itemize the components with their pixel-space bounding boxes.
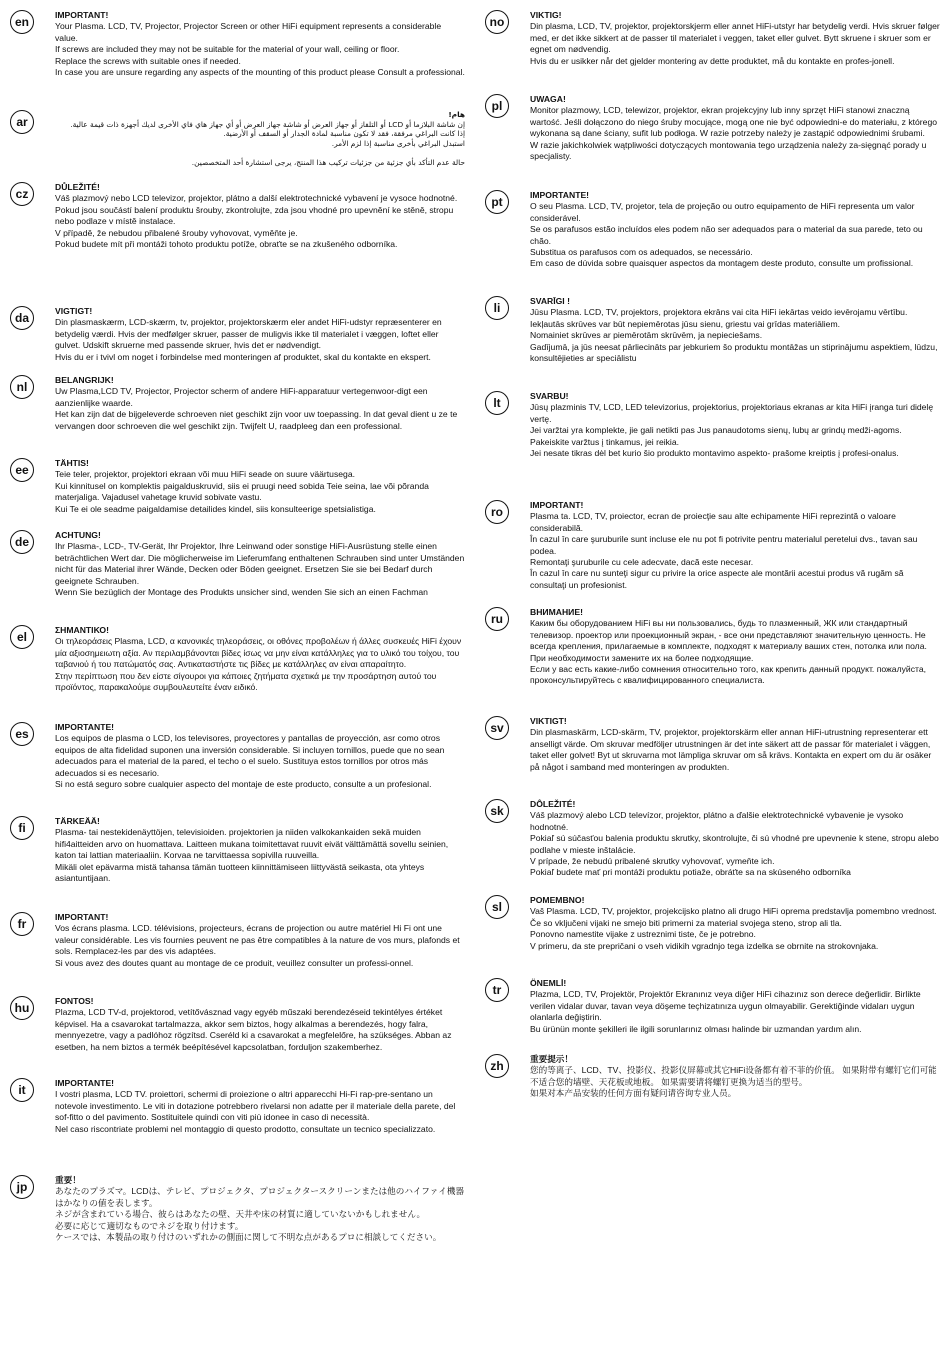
language-code-badge: ar bbox=[10, 110, 34, 134]
section-heading: POMEMBNO! bbox=[530, 895, 585, 905]
section-heading: IMPORTANTE! bbox=[530, 190, 590, 200]
language-code-badge: pt bbox=[485, 190, 509, 214]
section-body: Plazma, LCD TV-d, projektorod, vetítővásznad vagy egyéb műszaki berendezéseid tekintélyes értéket képvisel. Ha a csavarokat tartalmazza, akkor sem biztos, hogy alkalmas a berendezés, hogy falra, mennyezetre, vagy a padlóhoz rögzítsd. Cseréld ki a csavarokat a megfelelőre, ha szükséges. Abban az esetben, ha nem biztos a termék beépítésével kapcsolatban, forduljon szakemberhez. bbox=[55, 1007, 452, 1052]
section-heading: VIGTIGT! bbox=[55, 306, 93, 316]
section-heading: SVARĪGI ! bbox=[530, 296, 570, 306]
language-code-badge: ee bbox=[10, 458, 34, 482]
language-code-badge: ru bbox=[485, 607, 509, 631]
section-heading: FONTOS! bbox=[55, 996, 94, 1006]
section-body: Los equipos de plasma o LCD, los televisores, proyectores y pantallas de proyección, asr como otros equipos de alta fidelidad suponen una inversión considerable. Si incluyen tornillos, puede que no sean adecuados para el material de la pared, el techo o el suelo. Sustituya estos tornillos por otros más adecuados si es necesario. Si no está seguro sobre cualquier aspecto del montaje de este producto, consulte a un profesional. bbox=[55, 733, 445, 790]
section-body: Vos écrans plasma. LCD. télévisions, projecteurs, écrans de projection ou autre matériel Hi Fi ont une valeur considérable. Les vis fournies peuvent ne pas être compatibles à la nature de vos murs, plafonds et sols. Remplacez-les par des vis adaptées. Si vous avez des doutes quant au montage de ce produit, veuillez consulter un professi-onnel. bbox=[55, 923, 460, 968]
section-body: 您的等离子、LCD、TV、投影仪、投影仪屏幕或其它HiFi设备都有着不菲的价值。 如果附带有螺钉它们可能不适合您的墙壁、天花板或地板。 如果需要请将螺钉更换为适当的型号。 如果对本产品安装的任何方面有疑问请咨询专业人员。 bbox=[530, 1065, 937, 1099]
section-heading: BELANGRIJK! bbox=[55, 375, 114, 385]
section-body: Din plasmaskärm, LCD-skärm, TV, projektor, projektorskärm eller annan HiFi-utrustning representerar ett anselligt värde. Om skruvar medföljer utrustningen är det inte säkert att de passar för materialet i väggen, taket eller golvet! Byt ut skruvarna mot lämpliga skruvar om så krävs. Kontakta en expert om du är osäker på något i samband med monteringen av produkten. bbox=[530, 727, 932, 772]
section-body: I vostri plasma, LCD TV. proiettori, schermi di proiezione o altri apparecchi Hi-Fi rap-pre-sentano un notevole investimento. Le viti in dotazione potrebbero rivelarsi non adatte per il materiale della parete, del sof-fitto o del pavimento. Sostituitele quindi con viti più idonee in caso di necessità. Nel caso riscontriate problemi nel montaggio di questo prodotto, consultate un tecnico specializzato. bbox=[55, 1089, 456, 1134]
section-heading: IMPORTANTE! bbox=[55, 722, 115, 732]
language-code-badge: zh bbox=[485, 1054, 509, 1078]
section-heading: TÄRKEÄÄ! bbox=[55, 816, 100, 826]
section-body: Váš plazmový alebo LCD televízor, projektor, plátno a ďalšie elektrotechnické vybavenie je vysoko hodnotné. Pokiaľ sú súčasťou balenia produktu skrutky, skontrolujte, či sú vhodné pre upevnenie k stene, stropu alebo podlahe v mieste inštalácie. V prípade, že nebudú pribalené skrutky vyhovovať, vymeňte ich. Pokiaľ budete mať pri montáži produktu potiaže, obráťte sa na skúseného odborníka bbox=[530, 810, 939, 878]
section-heading: IMPORTANT! bbox=[530, 500, 584, 510]
section-heading: TÄHTIS! bbox=[55, 458, 89, 468]
section-heading: VIKTIGT! bbox=[530, 716, 567, 726]
section-heading: SVARBU! bbox=[530, 391, 569, 401]
language-code-badge: fi bbox=[10, 816, 34, 840]
section-heading: IMPORTANT! bbox=[55, 912, 109, 922]
language-code-badge: ro bbox=[485, 500, 509, 524]
section-heading: 重要！ bbox=[55, 1175, 81, 1185]
section-heading: ВНИМАНИЕ! bbox=[530, 607, 583, 617]
section-heading: ACHTUNG! bbox=[55, 530, 101, 540]
language-code-badge: el bbox=[10, 625, 34, 649]
section-body: Vaš Plasma. LCD, TV, projektor, projekcijsko platno ali drugo HiFi oprema predstavlja pomembno vrednost. Če so vključeni vijaki ne smejo biti primerni za material svojega steno, strop ali tla. Ponovno namestite vijake z ustreznimi tiste, če je potrebno. V primeru, da ste prepričani o vseh vidikih vgradnjo tega izdelka se obrnite na strokovnjaka. bbox=[530, 906, 937, 951]
section-body: Каким бы оборудованием HiFi вы ни пользовались, будь то плазменный, ЖК или стандартный телевизор. проектор или проекционный экран, - все они представляют значительную ценность. Не всегда крепления, прилагаемые в комплекте, подходят к материалу ваших стен, потолка или пола. При необходимости замените их на более подходящие. Если у вас есть какие-либо сомнения относительно того, как крепить данный продукт. пожалуйста, проконсультируйтесь с квалифицированного специалиста. bbox=[530, 618, 927, 686]
section-body: Jūsų plazminis TV, LCD, LED televizorius, projektorius, projektoriaus ekranas ar kita HiFi įranga turi didelę vertę. Jei varžtai yra komplekte, jie gali netikti pas Jus panaudotoms sienų, lubų ar grindų medži-agoms. Pakeiskite varžtus į tinkamus, jei reikia. Jei nesate tikras dėl bet kurio šio produkto montavimo aspekto- prašome kreiptis į profesi-onalus. bbox=[530, 402, 934, 459]
language-code-badge: es bbox=[10, 722, 34, 746]
language-code-badge: sv bbox=[485, 716, 509, 740]
language-code-badge: nl bbox=[10, 375, 34, 399]
language-code-badge: jp bbox=[10, 1175, 34, 1199]
section-body: Οι τηλεοράσεις Plasma, LCD, α κανονικές τηλεοράσεις, οι οθόνες προβολέων ή άλλες συσκευές HiFi έχουν μία αξιοσημειωτη αξία. Αν περιλαμβάνονται βίδες ίσως να μην είναι κατάλληλες για το υλικό του τοίχου, του ταβανιού ή του πατώματός σας. Αντικαταστήστε τις βίδες με κατάλληλες αν είναι απαραίτητο. Στην περίπτωση που δεν είστε σίγουροι για κάποιες ζητήματα σχετικά με την προσάρτηση αυτού του προϊόντος, παρακαλούμε συμβουλευτείτε έναν ειδικό. bbox=[55, 636, 462, 693]
language-code-badge: hu bbox=[10, 996, 34, 1020]
section-heading: DÔLEŽITÉ! bbox=[530, 799, 576, 809]
section-heading: UWAGA! bbox=[530, 94, 566, 104]
section-heading: IMPORTANTE! bbox=[55, 1078, 115, 1088]
language-code-badge: en bbox=[10, 10, 34, 34]
section-heading: ÖNEMLİ! bbox=[530, 978, 567, 988]
section-body: Monitor plazmowy, LCD, telewizor, projektor, ekran projekcyjny lub inny sprzęt HiFi stanowi znaczną wartość. Jeśli dołączono do niego śruby mocujące, mogą one nie być odpowiedni-e do materiału, z którego wykonana są dane ściany, sufit lub podłoga. W razie potrzeby należy je zastąpić odpowiednimi śrubami. W razie jakichkolwiek wątpliwości dotyczących montowania tego urządzenia należy za-sięgnąć porady u specjalisty. bbox=[530, 105, 937, 162]
section-body: Ihr Plasma-, LCD-, TV-Gerät, Ihr Projektor, Ihre Leinwand oder sonstige HiFi-Ausrüstung stelle einen beträchtlichen Wert dar. Die möglicherweise im Lieferumfang enthaltenen Schrauben sind unter Umständen nicht für das Material ihrer Wände, Decken oder Böden geeignet. Ersetzen Sie sie bei Bedarf durch geeignete Schrauben. Wenn Sie bezüglich der Montage des Produkts unsicher sind, wenden Sie sich an einen Fachman bbox=[55, 541, 465, 598]
language-code-badge: tr bbox=[485, 978, 509, 1002]
language-code-badge: sk bbox=[485, 799, 509, 823]
language-code-badge: cz bbox=[10, 182, 34, 206]
language-code-badge: li bbox=[485, 296, 509, 320]
section-body: إن شاشة البلازما أو LCD أو التلفاز أو جهاز العرض أو شاشة جهاز العرض أو أي جهاز هاي فاي الأخرى لديك أجهزة ذات قيمة عالية. إذا كانت البراغي مرفقة، فقد لا تكون مناسبة لمادة الجدار أو السقف أو الأرضية. استبدل البراغي بأخرى مناسبة إذا لزم الأمر. حالة عدم التأكد بأي جزئية من جزئيات تركيب هذا المنتج، يرجى استشارة أحد المتخصصين. bbox=[70, 119, 465, 167]
language-code-badge: fr bbox=[10, 912, 34, 936]
section-body: Plazma, LCD, TV, Projektör, Projektör Ekranınız veya diğer HiFi cihazınız son derece değerlidir. Birlikte verilen vidalar duvar, tavan veya döşeme teçhizatınıza uygun olmayabilir. Gerektiğinde vidaları uygun olanlarla değiştirin. Bu ürünün monte şekilleri ile ilgili sorunlarınız olması halinde bir uzmandan yardım alın. bbox=[530, 989, 921, 1034]
section-body: Din plasmaskærm, LCD-skærm, tv, projektor, projektorskærm eler andet HiFi-udstyr repræsenterer en betydelig værdi. Hvis der medfølger skruer, passer de muligvis ikke til materialet i væggen, loftet eller gulvet. Udskift skruerne med passende skruer, hvis det er nødvendigt. Hvis du er i tvivl om noget i forbindelse med monteringen af produktet, skal du kontakte en ekspert. bbox=[55, 317, 442, 362]
section-heading: 重要提示！ bbox=[530, 1054, 573, 1064]
section-body: Your Plasma. LCD, TV, Projector, Projector Screen or other HiFi equipment represents a considerable value. If screws are included they may not be suitable for the material of your wall, ceiling or floor. Replace the screws with suitable ones if needed. In case you are unsure regarding any aspects of the mounting of this product please Consult a professional. bbox=[55, 21, 465, 78]
section-body: O seu Plasma. LCD, TV, projetor, tela de projeção ou outro equipamento de HiFi representa um valor considerável. Se os parafusos estão incluídos eles podem não ser adequados para o material da sua parede, teto ou chão. Substitua os parafusos com os adequados, se necessário. Em caso de dúvida sobre quaisquer aspectos da montagem deste produto, consulte um profissional. bbox=[530, 201, 923, 269]
language-code-badge: de bbox=[10, 530, 34, 554]
section-heading: هام! bbox=[448, 110, 465, 119]
section-body: Plasma ta. LCD, TV, proiector, ecran de proiecţie sau alte echipamente HiFi reprezintă o valoare considerabilă. În cazul în care şuruburile sunt incluse ele nu pot fi potrivite pentru materialul peretelui dvs., tavan sau podea. Remontaţi şuruburile cu cele adecvate, dacă este necesar. În cazul în care nu sunteţi sigur cu privire la orice aspecte ale montării acestui produs vă rugăm să consultaţi un profesionist. bbox=[530, 511, 918, 590]
section-heading: IMPORTANT! bbox=[55, 10, 109, 20]
section-heading: VIKTIG! bbox=[530, 10, 562, 20]
language-code-badge: da bbox=[10, 306, 34, 330]
section-body: Váš plazmový nebo LCD televizor, projektor, plátno a další elektrotechnické vybavení je vysoce hodnotné. Pokud jsou součástí balení produktu šrouby, zkontrolujte, zda jsou vhodné pro upevnění ke stěně, stropu nebo podlaze v místě instalace. V případě, že nebudou přibalené šrouby vyhovovat, vyměňte je. Pokud budete mít při montáži tohoto produktu potíže, obraťte se na zkušeného odborníka. bbox=[55, 193, 458, 250]
language-code-badge: sl bbox=[485, 895, 509, 919]
language-code-badge: lt bbox=[485, 391, 509, 415]
language-code-badge: no bbox=[485, 10, 509, 34]
section-heading: DŮLEŽITÉ! bbox=[55, 182, 100, 192]
language-code-badge: pl bbox=[485, 94, 509, 118]
section-body: あなたのプラズマ。LCDは、テレビ、プロジェクタ、プロジェクタースクリーンまたは他のハイファイ機器はかなりの値を表します。 ネジが含まれている場合、彼らはあなたの壁、天井や床の材質に適していないかもしれません。 必要に応じて適切なものでネジを取り付けます。 ケースでは、本製品の取り付けのいずれかの側面に関して不明な点があるプロに相談してください。 bbox=[55, 1186, 465, 1243]
section-body: Teie teler, projektor, projektori ekraan või muu HiFi seade on suure väärtusega. Kui kinnitusel on komplektis paigalduskruvid, siis ei pruugi need sobida Teie seina, lae või põranda materjaliga. Vajadusel vahetage kruvid sobivate vastu. Kui Te ei ole seadme paigaldamise detailides kindel, siis konsulteerige spetsialistiga. bbox=[55, 469, 429, 514]
section-body: Uw Plasma,LCD TV, Projector, Projector scherm of andere HiFi-apparatuur vertegenwoor-digt een aanzienlijke waarde. Het kan zijn dat de bijgeleverde schroeven niet geschikt zijn voor uw toepassing. In dat geval dient u ze te vervangen door schroeven die wel geschikt zijn. Twijfelt U, raadpleeg dan een professional. bbox=[55, 386, 458, 431]
language-code-badge: it bbox=[10, 1078, 34, 1102]
section-body: Din plasma, LCD, TV, projektor, projektorskjerm eller annet HiFi-utstyr har betydelig verdi. Hvis skruer følger med, er det ikke sikkert at de passer til materialet i veggen, taket eller gulvet. Bytt skruene i skruer som er egnet om nødvendig. Hvis du er usikker når det gjelder montering av dette produktet, må du kontakte en profes-jonell. bbox=[530, 21, 940, 66]
section-body: Jūsu Plasma. LCD, TV, projektors, projektora ekrāns vai cita HiFi iekārtas veido ievērojamu vērtību. Iekļautās skrūves var būt nepiemērotas jūsu sienu, griestu vai grīdas materiāliem. Nomainiet skrūves ar piemērotām skrūvēm, ja nepieciešams. Gadījumā, ja jūs neesat pārliecināts par jebkuriem šo produktu montāžas un stiprinājumu aspektiem, lūdzu, konsultējieties ar speciālistu bbox=[530, 307, 938, 364]
section-body: Plasma- tai nestekidenäyttöjen, televisioiden. projektorien ja niiden valkokankaiden sekä muiden hifi4aitteiden arvo on huomattava. Laitteen mukana toimitettavat ruuvit eivät välttämättä sovellu seinien, katon tai lattian materiaaliin. Korvaa ne tarvittaessa sopivilla ruuveilla. Mikäli olet epävarma mistä tahansa tämän tuotteen kiinnittämiseen liittyvästä seikasta, ota yhteys asiantuntijaan. bbox=[55, 827, 449, 884]
section-heading: ΣΗΜΑΝΤΙΚΟ! bbox=[55, 625, 109, 635]
